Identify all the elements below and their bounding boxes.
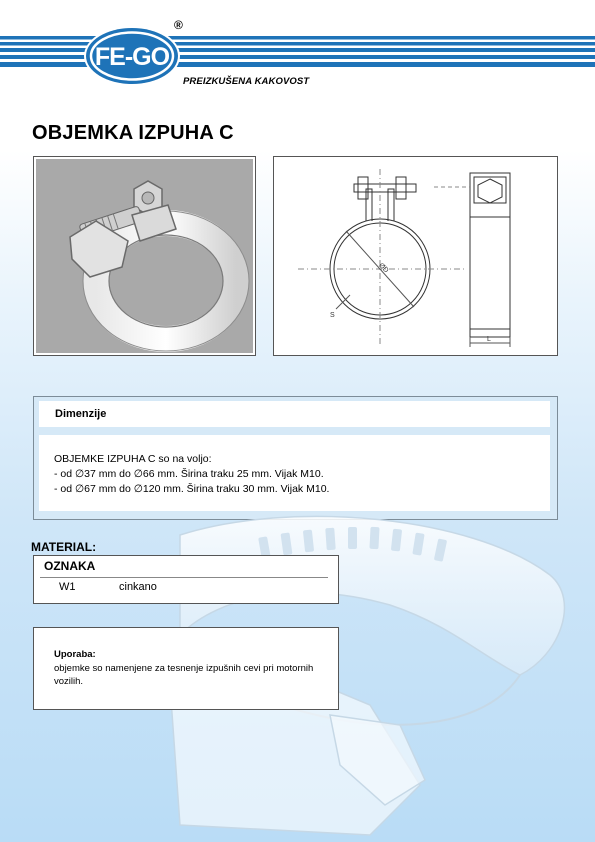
brand-tagline: PREIZKUŠENA KAKOVOST: [183, 76, 310, 87]
length-label: L: [487, 336, 491, 343]
logo-text: FE-GO: [94, 43, 170, 71]
product-photo-frame: [33, 156, 256, 356]
usage-heading: Uporaba:: [54, 649, 96, 660]
dimensions-section: [33, 396, 558, 520]
material-table-heading: OZNAKA: [44, 559, 96, 573]
dimensions-body: [39, 435, 550, 511]
material-description: cinkano: [119, 581, 157, 593]
technical-drawing: [273, 156, 558, 356]
diameter-label: ØD: [377, 262, 390, 275]
dimensions-header: [39, 401, 550, 427]
fego-logo: [82, 24, 182, 88]
dimensions-line: OBJEMKE IZPUHA C so na voljo:: [54, 453, 212, 465]
material-table: [33, 555, 339, 604]
dimensions-line: - od ∅67 mm do ∅120 mm. Širina traku 30 mm. Vijak M10.: [54, 483, 330, 495]
registered-mark: ®: [174, 18, 183, 32]
divider: [40, 577, 328, 578]
page-title: OBJEMKA IZPUHA C: [32, 122, 234, 144]
product-photo: [36, 159, 253, 353]
material-code: W1: [59, 581, 76, 593]
usage-section: [33, 627, 339, 710]
dimensions-line: - od ∅37 mm do ∅66 mm. Širina traku 25 mm. Vijak M10.: [54, 468, 324, 480]
material-label: MATERIAL:: [31, 540, 97, 554]
usage-text: objemke so namenjene za tesnenje izpušnih cevi pri motornih vozilih.: [54, 663, 314, 687]
thickness-label: S: [330, 312, 335, 319]
dimensions-heading: Dimenzije: [55, 408, 107, 420]
